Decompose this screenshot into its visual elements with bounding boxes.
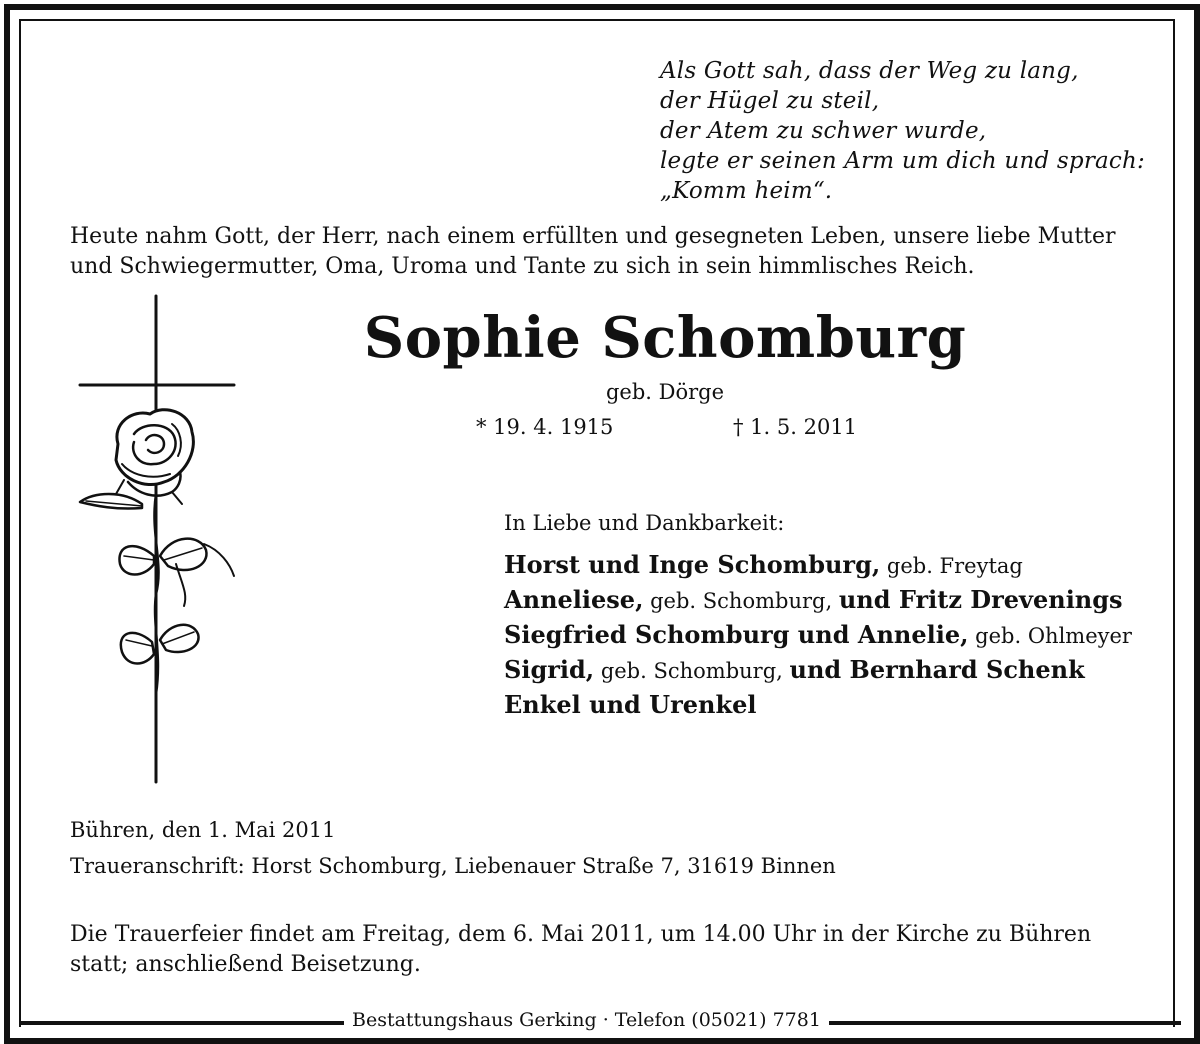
mourner-name: und Fritz Drevenings [838,585,1123,614]
poem-line: „Komm heim“. [660,178,833,204]
mourner-name: Anneliese, [504,585,644,614]
mourner-row [504,653,1132,688]
mourner-note: geb. Ohlmeyer [968,624,1132,648]
death-date: † 1. 5. 2011 [733,415,858,439]
poem-line: der Atem zu schwer wurde, [660,118,987,144]
mourner-row [504,618,1132,653]
mourner-note: geb. Schomburg, [643,589,839,613]
mourner-note: geb. Freytag [880,554,1023,578]
mourner-row [504,688,1132,723]
mourner-name: Horst und Inge Schomburg, [504,550,881,579]
funeral-service-text [70,920,1091,980]
cross-with-rose-icon [72,294,242,784]
mourner-note: geb. Schomburg, [594,659,790,683]
intro-line: Heute nahm Gott, der Herr, nach einem erfüllten und gesegneten Leben, unsere liebe Mutter [70,224,1116,249]
mourner-row [504,583,1132,618]
intro-line: und Schwiegermutter, Oma, Uroma und Tante zu sich in sein himmlisches Reich. [70,254,975,279]
place-date: Bühren, den 1. Mai 2011 [70,818,336,842]
funeral-home-footer: Bestattungshaus Gerking · Telefon (05021) 7781 [344,1006,829,1034]
mourner-row [504,548,1132,583]
poem-line: Als Gott sah, dass der Weg zu lang, [660,58,1079,84]
mourner-name: Siegfried Schomburg und Annelie, [504,620,969,649]
service-line: statt; anschließend Beisetzung. [70,952,421,977]
birth-date: * 19. 4. 1915 [476,415,614,439]
mourner-name: Sigrid, [504,655,595,684]
mourners-list [504,548,1132,723]
mourner-name: und Bernhard Schenk [789,655,1085,684]
mourner-name: Enkel und Urenkel [504,690,757,719]
birth-name: geb. Dörge [605,380,725,404]
deceased-name: Sophie Schomburg [363,305,967,371]
mourning-address: Traueranschrift: Horst Schomburg, Liebenauer Straße 7, 31619 Binnen [70,854,836,878]
mourners-heading: In Liebe und Dankbarkeit: [504,511,785,535]
intro-text [70,222,1140,282]
poem [660,56,1145,206]
poem-line: legte er seinen Arm um dich und sprach: [660,148,1145,174]
poem-line: der Hügel zu steil, [660,88,880,114]
service-line: Die Trauerfeier findet am Freitag, dem 6. Mai 2011, um 14.00 Uhr in der Kirche zu Bühren [70,922,1092,947]
